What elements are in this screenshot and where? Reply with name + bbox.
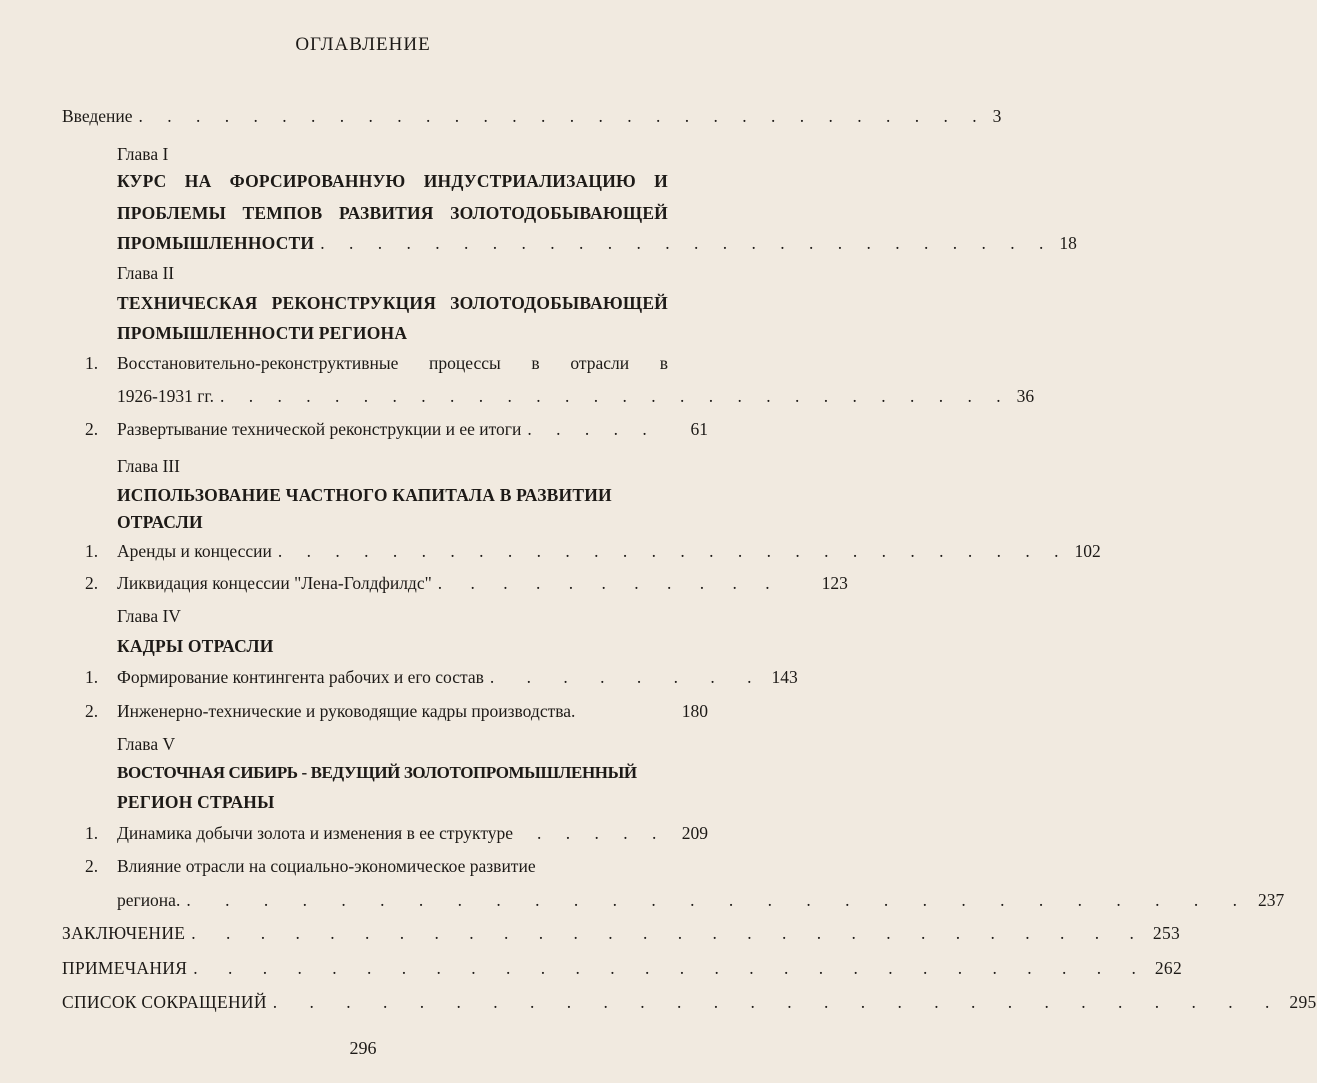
section-number: 2.	[85, 419, 99, 439]
section-label: Влияние отрасли на социально-экономическое развитие	[117, 856, 536, 876]
toc-label: ЗАКЛЮЧЕНИЕ	[62, 923, 186, 943]
chapter-title-line: ПРОМЫШЛЕННОСТИ РЕГИОНА	[117, 323, 408, 343]
section-label: Развертывание технической реконструкции и ее итоги	[117, 419, 522, 439]
toc-label: СПИСОК СОКРАЩЕНИЙ	[62, 992, 267, 1012]
section-label: Аренды и концессии	[117, 541, 272, 561]
toc-entry-section	[117, 570, 848, 596]
section-label: 1926-1931 гг.	[117, 386, 214, 406]
section-label: Восстановительно-реконструктивные процессы в отрасли в	[117, 353, 668, 373]
section-label: региона.	[117, 890, 181, 910]
chapter-heading: Глава III	[117, 456, 180, 476]
section-label: Инженерно-технические и руководящие кадры производства.	[117, 701, 576, 721]
section-number: 2.	[85, 856, 99, 876]
chapter-title-line: КАДРЫ ОТРАСЛИ	[117, 636, 274, 656]
section-number: 1.	[85, 353, 99, 373]
toc-entry-conclusion	[62, 920, 1181, 946]
toc-page-number: 209	[681, 823, 708, 843]
toc-page-number: 123	[821, 573, 848, 593]
chapter-title-line: РЕГИОН СТРАНЫ	[117, 792, 275, 812]
toc-entry-section	[117, 820, 708, 846]
toc-page-number: 143	[771, 667, 798, 687]
page-number: 296	[349, 1038, 377, 1058]
chapter-heading: Глава II	[117, 263, 175, 283]
leader-dots: . . . . . . . . . . . . . . . . . . . . . . . . . . . .	[186, 890, 1252, 910]
chapter-title-line: ИСПОЛЬЗОВАНИЕ ЧАСТНОГО КАПИТАЛА В РАЗВИТИИ	[117, 485, 612, 505]
chapter-title-line: ПРОБЛЕМЫ ТЕМПОВ РАЗВИТИЯ ЗОЛОТОДОБЫВАЮЩЕЙ	[117, 203, 668, 223]
leader-dots: . . . . . . . .	[489, 667, 766, 687]
leader-dots: . . . . . . . . . . .	[437, 573, 782, 593]
toc-page-number: 3	[992, 106, 1002, 126]
section-label: Ликвидация концессии "Лена-Голдфилдс"	[117, 573, 432, 593]
chapter-title-line: КУРС НА ФОРСИРОВАННУЮ ИНДУСТРИАЛИЗАЦИЮ И	[117, 171, 668, 191]
leader-dots: . . . . .	[537, 823, 667, 843]
toc-page-number: 102	[1074, 541, 1101, 561]
toc-page-number: 180	[681, 701, 708, 721]
toc-entry-section	[117, 664, 798, 690]
chapter-heading: Глава IV	[117, 606, 181, 626]
chapter-heading: Глава I	[117, 144, 169, 164]
section-number: 2.	[85, 573, 99, 593]
toc-page-number: 262	[1154, 958, 1182, 978]
toc-page-number: 61	[690, 419, 708, 439]
toc-entry-chapter-1	[117, 230, 1077, 256]
chapter-title-line: ТЕХНИЧЕСКАЯ РЕКОНСТРУКЦИЯ ЗОЛОТОДОБЫВАЮЩЕЙ	[117, 293, 668, 313]
toc-entry-intro	[62, 103, 1002, 129]
leader-dots: . . . . . . . . . . . . . . . . . . . . . . . . . . . .	[272, 992, 1284, 1012]
toc-entry-section	[117, 538, 1101, 564]
section-number: 2.	[85, 701, 99, 721]
toc-entry-abbreviations	[62, 989, 1317, 1015]
section-number: 1.	[85, 541, 99, 561]
leader-dots: . . . . . . . . . . . . . . . . . . . . . . . . . . . .	[219, 386, 1011, 406]
toc-entry-section	[117, 383, 1035, 409]
toc-entry-section	[117, 887, 1285, 913]
toc-page-number: 36	[1016, 386, 1035, 406]
toc-entry-notes	[62, 955, 1182, 981]
section-label: Динамика добычи золота и изменения в ее структуре	[117, 823, 513, 843]
toc-label: Введение	[62, 106, 133, 126]
toc-page-number: 237	[1257, 890, 1285, 910]
toc-page-number: 18	[1059, 233, 1077, 253]
toc-entry-section	[117, 416, 708, 442]
leader-dots: . . . . . . . . . . . . . . . . . . . . . . . . . . . .	[191, 923, 1147, 943]
chapter-title-line: ОТРАСЛИ	[117, 512, 203, 532]
leader-dots: . . . . . . . . . . . . . . . . . . . . . . . . . . . .	[193, 958, 1149, 978]
leader-dots: . . . . . . . . . . . . . . . . . . . . . . . . . .	[320, 233, 1054, 253]
section-label: Формирование контингента рабочих и его состав	[117, 667, 484, 687]
toc-entry-section	[117, 698, 708, 724]
leader-dots: . . . . .	[527, 419, 657, 439]
chapter-title-line: ВОСТОЧНАЯ СИБИРЬ - ВЕДУЩИЙ ЗОЛОТОПРОМЫШЛЕННЫЙ	[117, 763, 637, 782]
toc-label: ПРИМЕЧАНИЯ	[62, 958, 188, 978]
leader-dots: . . . . . . . . . . . . . . . . . . . . . . . . . . . .	[277, 541, 1069, 561]
toc-page-number: 295	[1289, 992, 1317, 1012]
leader-dots: . . . . . . . . . . . . . . . . . . . . . . . . . . . . . .	[138, 106, 987, 126]
chapter-title-line: ПРОМЫШЛЕННОСТИ	[117, 233, 315, 253]
toc-section-line	[85, 350, 668, 376]
page-title: ОГЛАВЛЕНИЕ	[295, 34, 431, 55]
toc-page-number: 253	[1152, 923, 1181, 943]
section-number: 1.	[85, 823, 99, 843]
chapter-heading: Глава V	[117, 734, 176, 754]
section-number: 1.	[85, 667, 99, 687]
